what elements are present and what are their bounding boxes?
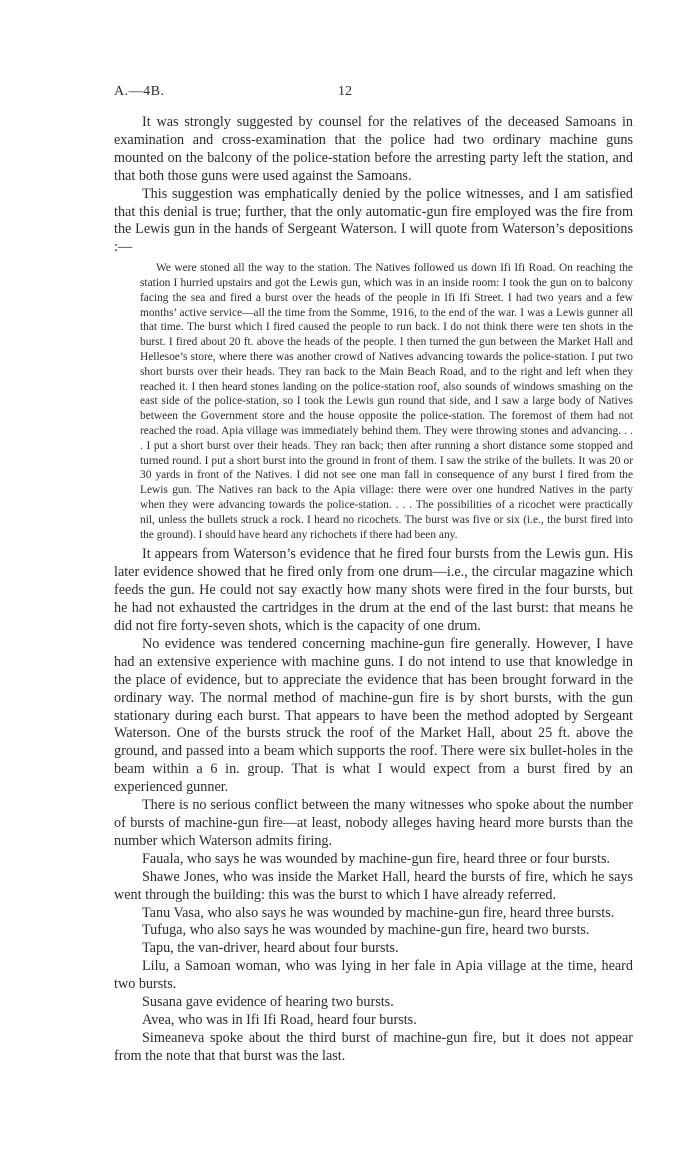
paragraph: No evidence was tendered concerning machine-gun fire generally. However, I have had an extensive experience with machine guns. I do not intend to use that knowledge in the place of evidence, but to appreciate the evidence that has been brought forward in the ordinary way. The normal method of machine-gun fire is by short bursts, with the gun stationary during each burst. That appears to have been the method adopted by Sergeant Waterson. One of the bursts struck the roof of the Market Hall, about 25 ft. above the ground, and passed into a beam which supports the roof. There were six bullet-holes in the beam within a 6 in. group. That is what I would expect from a burst fired by an experienced gunner.: [114, 635, 633, 796]
document-reference: A.—4B.: [114, 84, 165, 99]
paragraph: It appears from Waterson’s evidence that he fired four bursts from the Lewis gun. His later evidence showed that he fired only from one drum—i.e., the circular magazine which feeds the gun. He could not say exactly how many shots were fired in the four bursts, but he had not exhausted the cartridges in the drum at the end of the last burst: that means he did not fire forty-seven shots, which is the capacity of one drum.: [114, 546, 633, 635]
paragraph: Fauala, who says he was wounded by machine-gun fire, heard three or four bursts.: [142, 850, 611, 867]
paragraph: Avea, who was in Ifi Ifi Road, heard four bursts.: [142, 1011, 417, 1028]
paragraph: Simeaneva spoke about the third burst of machine-gun fire, but it does not appear from the note that that burst was the last.: [114, 1029, 633, 1064]
paragraph: Tanu Vasa, who also says he was wounded by machine-gun fire, heard three bursts.: [142, 904, 615, 921]
paragraph: Tufuga, who also says he was wounded by machine-gun fire, heard two bursts.: [142, 922, 590, 939]
paragraph: Susana gave evidence of hearing two bursts.: [142, 994, 394, 1011]
deposition-quote: [140, 257, 633, 546]
paragraph: Tapu, the van-driver, heard about four bursts.: [142, 940, 399, 957]
page-number: 12: [338, 84, 352, 99]
document-body: [114, 114, 633, 1066]
paragraph: Lilu, a Samoan woman, who was lying in her fale in Apia village at the time, heard two bursts.: [114, 958, 633, 993]
paragraph: It was strongly suggested by counsel for the relatives of the deceased Samoans in examination and cross-examination that the police had two ordinary machine guns mounted on the balcony of the police-station before the arresting party left the station, and that both those guns were used against the Samoans.: [114, 114, 633, 184]
paragraph: There is no serious conflict between the many witnesses who spoke about the number of bursts of machine-gun fire—at least, nobody alleges having heard more bursts than the number which Waterson admits firing.: [114, 797, 633, 849]
page-header: [114, 84, 614, 104]
paragraph: Shawe Jones, who was inside the Market Hall, heard the bursts of fire, which he says went through the building: this was the burst to which I have already referred.: [114, 868, 633, 903]
quote-text: We were stoned all the way to the station. The Natives followed us down Ifi Ifi Road. On reaching the station I hurried upstairs and got the Lewis gun, which was in an inside room: I took the gun on to balcony facing the sea and fired a burst over the heads of the people in Ifi Ifi Street. I had two years and a few months’ active service—all the time from the Somme, 1916, to the end of the war. I was a Lewis gunner all that time. The burst which I fired caused the people to run back. I do not think there were ten shots in the burst. I fired about 20 ft. above the heads of the people. I then turned the gun between the Market Hall and Hellesoe’s store, where there was another crowd of Natives advancing towards the police-station. I put two short bursts over their heads. They ran back to the Main Beach Road, and to the right and left when they reached it. I then heard stones landing on the police-station roof, also sounds of windows smashing on the east side of the police-station, so I took the Lewis gun round that side, and I saw a large body of Natives between the Government store and the house opposite the police-station. The foremost of them had not reached the road. Apia village was immediately behind them. They were throwing stones and advancing. . . . I put a short burst over their heads. They ran back; then after running a short distance some stopped and turned round. I put a short burst into the ground in front of them. I saw the strike of the bullets. It was 20 or 30 yards in front of the Natives. I did not see one man fall in consequence of any burst I fired from the Lewis gun. The Natives ran back to the Apia village: there were over one hundred Natives in the party when they were advancing towards the police-station. . . . The possibilities of a ricochet were practically nil, unless the bullets struck a rock. I heard no ricochets. The burst was five or six (i.e., the burst fired into the ground). I should have heard any richochets if there had been any.: [140, 262, 633, 541]
paragraph: This suggestion was emphatically denied by the police witnesses, and I am satisfied that this denial is true; further, that the only automatic-gun fire employed was the fire from the Lewis gun in the hands of Sergeant Waterson. I will quote from Waterson’s depositions :—: [114, 185, 633, 256]
